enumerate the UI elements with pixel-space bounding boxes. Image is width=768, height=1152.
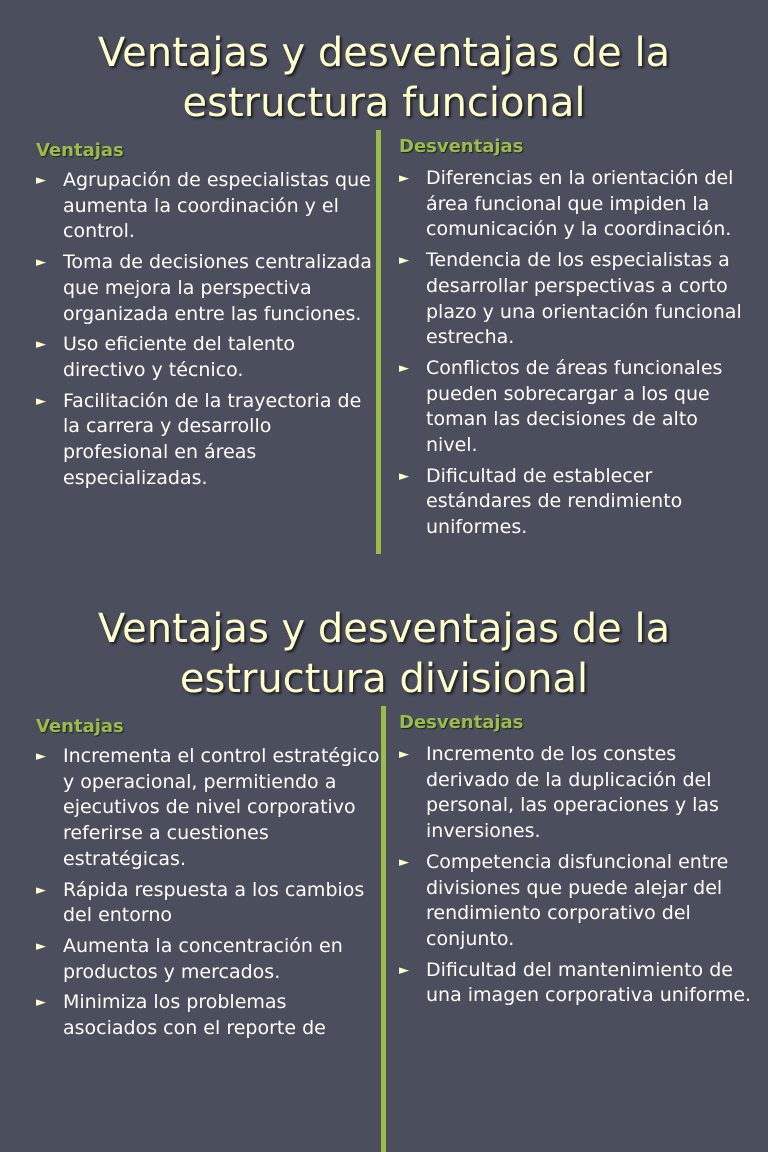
desventajas-heading: Desventajas	[399, 712, 524, 733]
list-item: ► Uso eficiente del talento directivo y técnico.	[36, 333, 296, 381]
list-item: ► Tendencia de los especialistas a desarrollar perspectivas a corto plazo y una orientación funcional estrecha.	[399, 249, 742, 349]
title-line-1: Ventajas y desventajas de la	[97, 606, 671, 652]
arrow-bullet-icon: ►	[399, 962, 409, 978]
column-divider	[381, 706, 386, 1152]
desventajas-column	[399, 712, 755, 1014]
arrow-bullet-icon: ►	[36, 393, 46, 409]
arrow-bullet-icon: ►	[36, 337, 46, 353]
arrow-bullet-icon: ►	[36, 995, 46, 1011]
ventajas-column	[36, 140, 380, 496]
list-item: ► Minimiza los problemas asociados con el reporte de	[36, 991, 326, 1040]
column-divider	[376, 130, 381, 554]
list-item: ► Incremento de los constes derivado de la duplicación del personal, las operaciones y las inversiones.	[399, 743, 719, 843]
slide-estructura-divisional	[0, 576, 768, 1152]
list-item: ► Incrementa el control estratégico y operacional, permitiendo a ejecutivos de nivel corporativo referirse a cuestiones estratégicas.	[36, 745, 380, 870]
list-item: ► Rápida respuesta a los cambios del entorno	[36, 878, 365, 927]
desventajas-column	[399, 136, 755, 546]
desventajas-list	[399, 166, 755, 541]
list-item: ► Competencia disfuncional entre divisiones que puede alejar del rendimiento corporativo del conjunto.	[399, 850, 729, 950]
list-item: ► Toma de decisiones centralizada que mejora la perspectiva organizada entre las funciones.	[36, 251, 372, 325]
arrow-bullet-icon: ►	[36, 882, 46, 898]
arrow-bullet-icon: ►	[399, 468, 409, 484]
list-item: ► Dificultad del mantenimiento de una imagen corporativa uniforme.	[399, 958, 752, 1007]
arrow-bullet-icon: ►	[36, 938, 46, 954]
arrow-bullet-icon: ►	[36, 749, 46, 764]
desventajas-heading: Desventajas	[399, 136, 524, 157]
desventajas-list	[399, 742, 755, 1009]
ventajas-heading: Ventajas	[36, 140, 124, 161]
title-line-2: estructura divisional	[179, 656, 589, 702]
arrow-bullet-icon: ►	[399, 854, 409, 870]
list-item: ► Agrupación de especialistas que aumenta la coordinación y el control.	[36, 169, 371, 243]
title-line-1: Ventajas y desventajas de la	[97, 30, 671, 76]
list-item: ► Aumenta la concentración en productos y mercados.	[36, 934, 343, 983]
ventajas-heading: Ventajas	[36, 716, 124, 737]
arrow-bullet-icon: ►	[399, 747, 409, 762]
list-item: ► Facilitación de la trayectoria de la carrera y desarrollo profesional en áreas especializadas.	[36, 389, 362, 489]
arrow-bullet-icon: ►	[399, 253, 409, 269]
arrow-bullet-icon: ►	[399, 171, 409, 186]
slide-title	[0, 604, 768, 704]
ventajas-list	[36, 168, 380, 491]
slide-title	[0, 28, 768, 128]
list-item: ► Dificultad de establecer estándares de rendimiento uniformes.	[399, 464, 683, 539]
ventajas-list	[36, 744, 380, 1042]
arrow-bullet-icon: ►	[399, 360, 409, 376]
list-item: ► Diferencias en la orientación del área funcional que impiden la comunicación y la coordinación.	[399, 167, 734, 241]
title-line-2: estructura funcional	[182, 80, 586, 126]
list-item: ► Conflictos de áreas funcionales pueden sobrecargar a los que toman las decisiones de alto nivel.	[399, 356, 723, 457]
arrow-bullet-icon: ►	[36, 255, 46, 271]
arrow-bullet-icon: ►	[36, 173, 46, 188]
ventajas-column	[36, 716, 380, 1047]
